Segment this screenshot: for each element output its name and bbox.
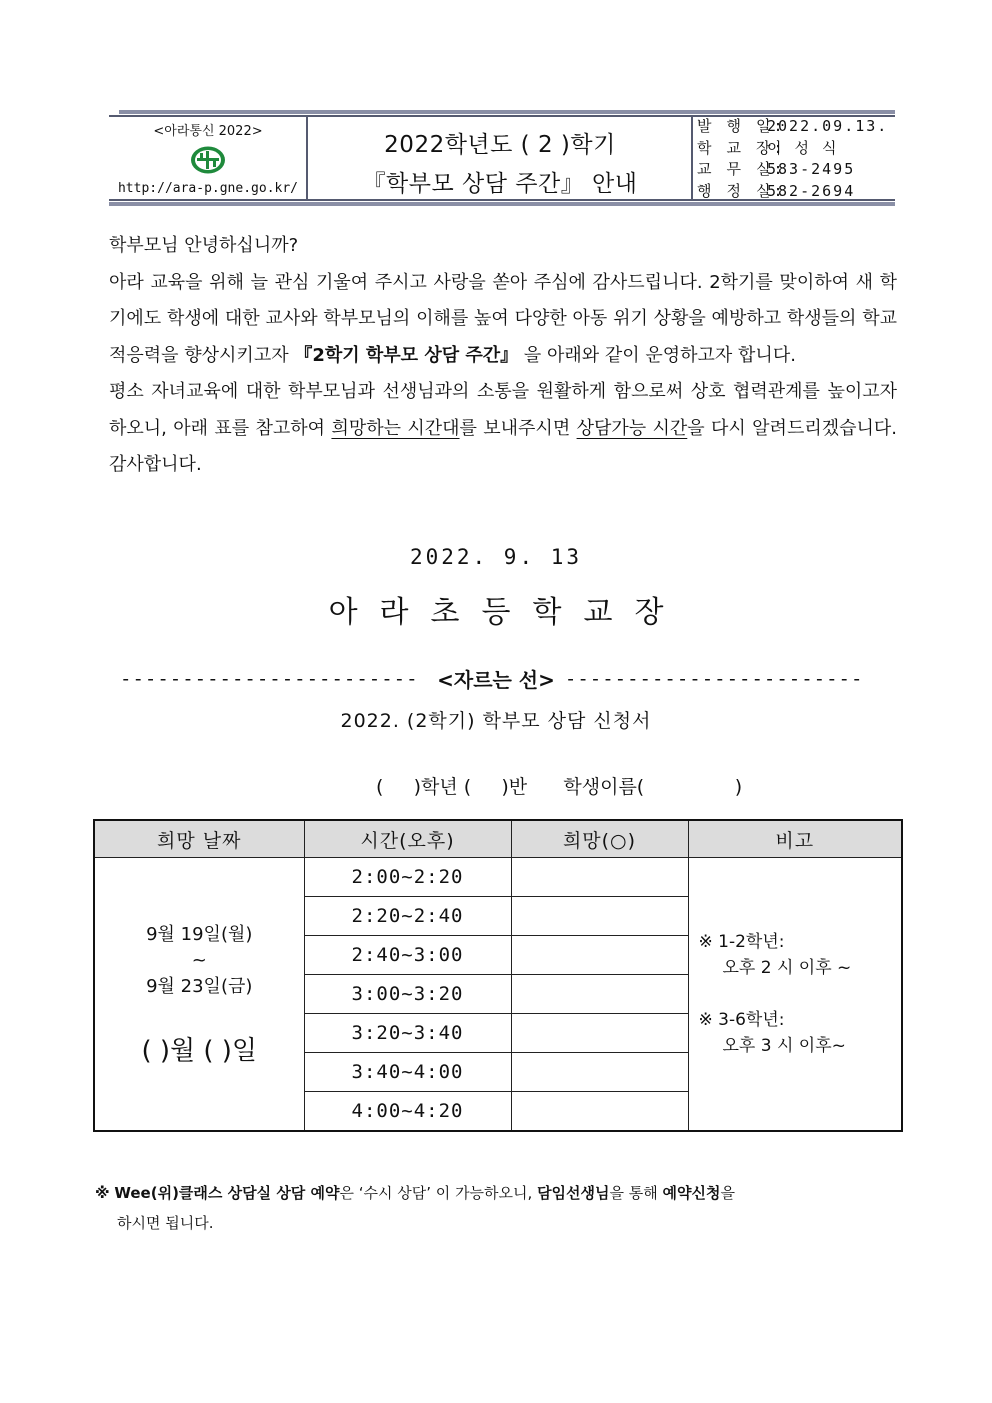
- time-slot: 4:00~4:20: [304, 1092, 511, 1132]
- title-main: 『학부모 상담 주간』 안내: [362, 171, 638, 197]
- paragraph-1: 아라 교육을 위해 늘 관심 기울여 주시고 사랑을 쏟아 주심에 감사드립니다. 2학기를 맞이하여 새 학기에도 학생에 대한 교사와 학부모님의 이해를 높여 다양한 아동 위기 상황을 예방하고 학생들의 학교 적응력을 향상시키고자 『2학기 학부모 상담 주간』 을 아래와 같이 운영하고자 합니다.: [109, 271, 897, 366]
- info-row-issue-date: 발 행 일: 2022.09.13.: [697, 117, 889, 135]
- time-slot: 3:20~3:40: [304, 1014, 511, 1053]
- header-date: 희망 날짜: [94, 820, 304, 858]
- date-range-sep: ~: [191, 949, 207, 971]
- student-info-line[interactable]: ( )학년 ( )반 학생이름( ): [376, 776, 743, 798]
- info-row-admin-office: 행 정 실: 582-2694: [697, 181, 856, 200]
- note-grade-3-6: ※ 3-6학년:: [698, 1010, 785, 1030]
- available-time-underline: 상담가능 시간: [576, 417, 688, 439]
- consult-week-highlight: 『2학기 학부모 상담 주간』: [294, 344, 519, 366]
- date-range-start: 9월 19일(월): [146, 923, 253, 945]
- paragraph-2: 평소 자녀교육에 대한 학부모님과 선생님과의 소통을 원활하게 함으로써 상호 협력관계를 높이고자 하오니, 아래 표를 참고하여 희망하는 시간대를 보내주시면 상담가능 시간을 다시 알려드리겠습니다. 감사합니다.: [109, 381, 897, 475]
- newsletter-tag: <아라통신 2022>: [153, 124, 263, 139]
- school-url[interactable]: http://ara-p.gne.go.kr/: [117, 181, 298, 196]
- preference-cell[interactable]: [511, 1092, 688, 1132]
- date-select-field[interactable]: ( )월 ( )일: [141, 1035, 258, 1066]
- time-slot: 3:00~3:20: [304, 975, 511, 1014]
- note-grade-1-2-time: 오후 2 시 이후 ~: [722, 958, 852, 978]
- preference-cell[interactable]: [511, 1014, 688, 1053]
- footnote-line-2: 하시면 됩니다.: [117, 1214, 214, 1232]
- greeting: 학부모님 안녕하십니까?: [109, 235, 299, 256]
- letter-date: 2022. 9. 13: [409, 545, 583, 569]
- preference-cell[interactable]: [511, 897, 688, 936]
- header-title-block: [309, 118, 691, 200]
- time-slot: 3:40~4:00: [304, 1053, 511, 1092]
- footnote-line-1: ※ Wee(위)클래스 상담실 상담 예약은 ‘수시 상담’ 이 가능하오니, 담임선생님을 통해 예약신청을: [95, 1184, 735, 1202]
- header-preference: 희망(○): [511, 820, 688, 858]
- header-info-block: [697, 116, 895, 202]
- preference-cell[interactable]: [511, 975, 688, 1014]
- letter-body: [95, 228, 897, 484]
- footnote: [95, 1178, 895, 1238]
- schedule-table: [93, 819, 903, 1132]
- note-grade-3-6-time: 오후 3 시 이후~: [722, 1036, 846, 1056]
- cut-label: <자르는 선>: [437, 668, 555, 692]
- school-logo-icon: [190, 145, 226, 175]
- form-title: 2022. (2학기) 학부모 상담 신청서: [340, 710, 652, 732]
- header-rule-bottom: [109, 202, 895, 206]
- time-slot: 2:40~3:00: [304, 936, 511, 975]
- note-grade-1-2: ※ 1-2학년:: [698, 932, 785, 952]
- principal-signature: 아라초등학교장: [328, 595, 686, 630]
- header-divider-2: [691, 115, 693, 200]
- cut-line: [120, 664, 872, 693]
- title-semester: 2022학년도 ( 2 )학기: [384, 132, 616, 158]
- footnote-mark: ※: [95, 1184, 110, 1202]
- header-rule-top: [119, 110, 895, 114]
- preference-cell[interactable]: [511, 936, 688, 975]
- header-remarks: 비고: [688, 820, 902, 858]
- info-row-academic-office: 교 무 실: 583-2495: [697, 160, 856, 178]
- table-row: [94, 858, 902, 897]
- time-slot: 2:00~2:20: [304, 858, 511, 897]
- date-range-end: 9월 23일(금): [146, 975, 253, 997]
- time-slot: 2:20~2:40: [304, 897, 511, 936]
- newsletter-header: [109, 110, 895, 206]
- table-header-row: [94, 820, 902, 858]
- remarks-cell: [688, 858, 902, 1132]
- preference-cell[interactable]: [511, 858, 688, 897]
- header-left-block: [109, 118, 307, 200]
- cut-dashes-right: ------------------------: [564, 667, 864, 690]
- date-cell[interactable]: [94, 858, 304, 1132]
- header-time: 시간(오후): [304, 820, 511, 858]
- cut-dashes-left: ------------------------: [120, 667, 419, 690]
- info-row-principal: 학 교 장: 이 성 식: [697, 138, 839, 157]
- preference-cell[interactable]: [511, 1053, 688, 1092]
- preferred-time-underline: 희망하는 시간대: [331, 417, 460, 439]
